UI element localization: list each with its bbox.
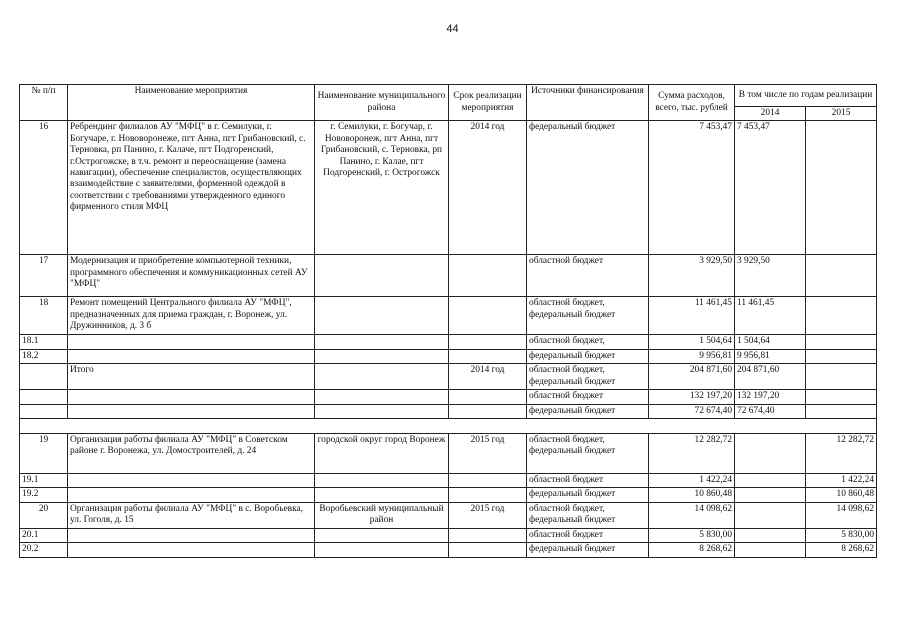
row-event: Ремонт помещений Центрального филиала АУ "МФЦ", предназначенных для приема граждан, г. Воронеж, ул. Дружинников, д. 3 б: [68, 297, 315, 335]
header-district: Наименование муниципального района: [315, 85, 449, 121]
row-total: 10 860,48: [649, 488, 735, 502]
row-total: 8 268,62: [649, 543, 735, 557]
row-num: 19: [20, 434, 68, 474]
row-source: областной бюджет, федеральный бюджет: [527, 297, 649, 335]
total-source: областной бюджет: [527, 390, 649, 404]
row-source: федеральный бюджет: [527, 349, 649, 363]
table-row: [20, 488, 877, 502]
header-by-years: В том числе по годам реализации: [735, 85, 877, 107]
row-total: 12 282,72: [649, 434, 735, 474]
row-source: областной бюджет,: [527, 335, 649, 349]
table-row: [20, 528, 877, 542]
row-num: 20.1: [20, 528, 68, 542]
header-term: Срок реализации мероприятия: [449, 85, 527, 121]
row-2015: [806, 121, 877, 255]
total-2014: 72 674,40: [735, 404, 806, 418]
table-row: [20, 434, 877, 474]
row-total: 5 830,00: [649, 528, 735, 542]
table-row: [20, 502, 877, 528]
row-2015: 10 860,48: [806, 488, 877, 502]
row-event: Организация работы филиала АУ "МФЦ" в Советском районе г. Воронежа, ул. Домостроителей, д. 24: [68, 434, 315, 474]
total-sum: 204 871,60: [649, 364, 735, 390]
page-number: 44: [446, 23, 459, 35]
table-row: [20, 255, 877, 297]
total-term: 2014 год: [449, 364, 527, 390]
row-source: областной бюджет: [527, 255, 649, 297]
total-row: [20, 364, 877, 390]
row-total: 14 098,62: [649, 502, 735, 528]
total-sum: 132 197,20: [649, 390, 735, 404]
row-event: Ребрендинг филиалов АУ "МФЦ" в г. Семилуки, г. Богучаре, г. Нововоронеже, пгт Анна, пгт Грибановский, с. Терновка, рп Панино, г. Калаче, пгт Подгоренский, г.Острогожске, в т.ч. ремонт и переоснащение (замена навигации), обеспечение специалистов, осуществляющих взаимодействие с заявителями, форменной одеждой в соответствии с требованиями утвержденного единого фирменного стиля МФЦ: [68, 121, 315, 255]
row-num: 20: [20, 502, 68, 528]
table-row: [20, 297, 877, 335]
row-2014: 3 929,50: [735, 255, 806, 297]
row-num: 16: [20, 121, 68, 255]
spacer-row: [20, 419, 877, 434]
table-row: [20, 335, 877, 349]
row-term: 2015 год: [449, 502, 527, 528]
row-district: Воробьевский муниципальный район: [315, 502, 449, 528]
total-source: федеральный бюджет: [527, 404, 649, 418]
row-event: Организация работы филиала АУ "МФЦ" в с. Воробьевка, ул. Гоголя, д. 15: [68, 502, 315, 528]
row-total: 1 504,64: [649, 335, 735, 349]
table-row: [20, 543, 877, 557]
row-source: областной бюджет, федеральный бюджет: [527, 434, 649, 474]
row-2015: 5 830,00: [806, 528, 877, 542]
row-source: федеральный бюджет: [527, 121, 649, 255]
header-year-2014: 2014: [735, 107, 806, 121]
total-2014: 204 871,60: [735, 364, 806, 390]
row-num: 19.2: [20, 488, 68, 502]
header-row: [20, 85, 877, 107]
funding-table: [19, 84, 877, 558]
row-district: городской округ город Воронеж: [315, 434, 449, 474]
row-term: 2014 год: [449, 121, 527, 255]
table-row: [20, 121, 877, 255]
row-source: федеральный бюджет: [527, 543, 649, 557]
row-total: 11 461,45: [649, 297, 735, 335]
header-event: Наименование мероприятия: [68, 85, 315, 121]
header-year-2015: 2015: [806, 107, 877, 121]
row-2014: 9 956,81: [735, 349, 806, 363]
row-2014: 7 453,47: [735, 121, 806, 255]
row-num: 18.1: [20, 335, 68, 349]
header-num: № п/п: [20, 85, 68, 121]
table-row: [20, 474, 877, 488]
row-district: г. Семилуки, г. Богучар, г. Нововоронеж, пгт Анна, пгт Грибановский, с. Терновка, рп Панино, г. Калае, пгт Подгоренский, г. Острогожск: [315, 121, 449, 255]
row-num: 20.2: [20, 543, 68, 557]
header-total: Сумма расходов, всего, тыс. рублей: [649, 85, 735, 121]
row-total: 9 956,81: [649, 349, 735, 363]
total-source: областной бюджет, федеральный бюджет: [527, 364, 649, 390]
total-row: [20, 390, 877, 404]
row-num: 19.1: [20, 474, 68, 488]
total-sum: 72 674,40: [649, 404, 735, 418]
header-source: Источники финансирования: [527, 85, 649, 121]
total-label: Итого: [68, 364, 315, 390]
row-source: областной бюджет: [527, 528, 649, 542]
row-2015: 12 282,72: [806, 434, 877, 474]
row-2015: 14 098,62: [806, 502, 877, 528]
row-2014: 1 504,64: [735, 335, 806, 349]
row-event: Модернизация и приобретение компьютерной техники, программного обеспечения и коммуникационных сетей АУ "МФЦ": [68, 255, 315, 297]
row-2015: 1 422,24: [806, 474, 877, 488]
total-row: [20, 404, 877, 418]
row-source: областной бюджет, федеральный бюджет: [527, 502, 649, 528]
row-2015: 8 268,62: [806, 543, 877, 557]
row-total: 1 422,24: [649, 474, 735, 488]
table-row: [20, 349, 877, 363]
row-total: 3 929,50: [649, 255, 735, 297]
row-term: 2015 год: [449, 434, 527, 474]
total-2014: 132 197,20: [735, 390, 806, 404]
row-num: 18.2: [20, 349, 68, 363]
row-source: федеральный бюджет: [527, 488, 649, 502]
row-source: областной бюджет: [527, 474, 649, 488]
row-num: 17: [20, 255, 68, 297]
row-total: 7 453,47: [649, 121, 735, 255]
row-num: 18: [20, 297, 68, 335]
row-2014: 11 461,45: [735, 297, 806, 335]
